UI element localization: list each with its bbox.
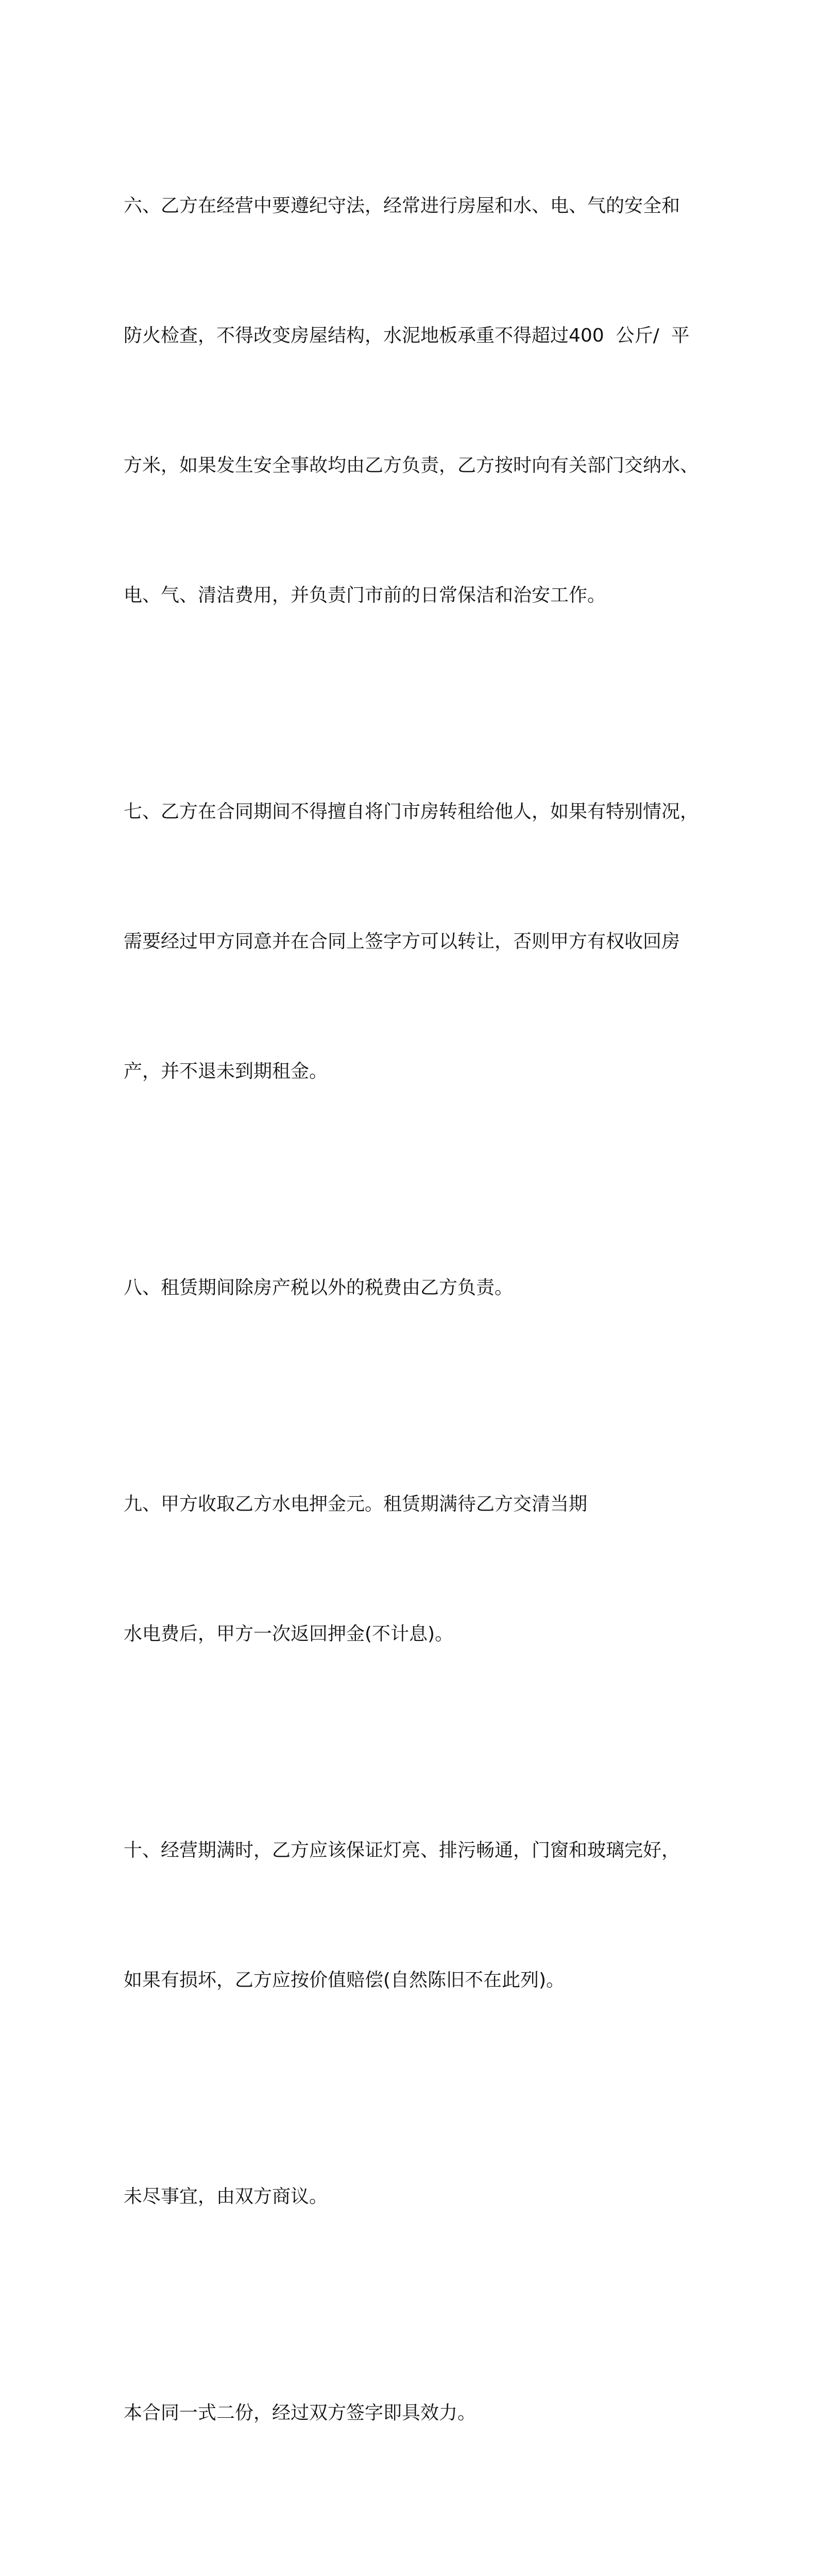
clause-8 bbox=[124, 1180, 701, 1396]
misc-note bbox=[124, 2089, 701, 2305]
text-line: 产，并不退未到期租金。 bbox=[124, 1061, 328, 1082]
text-line: 七、乙方在合同期间不得擅自将门市房转租给他人，如果有特别情况， bbox=[124, 801, 699, 822]
clause-7 bbox=[124, 704, 701, 1180]
text-line: 本合同一式二份，经过双方签字即具效力。 bbox=[124, 2402, 476, 2424]
text-line: 六、乙方在经营中要遵纪守法，经常进行房屋和水、电、气的安全和 bbox=[124, 195, 680, 216]
text-line: 九、甲方收取乙方水电押金元。租赁期满待乙方交清当期 bbox=[124, 1494, 588, 1515]
document-body bbox=[124, 98, 701, 2576]
text-line: 方米，如果发生安全事故均由乙方负责，乙方按时向有关部门交纳水、 bbox=[124, 455, 699, 476]
clause-9 bbox=[124, 1396, 701, 1742]
text-line: 需要经过甲方同意并在合同上签字方可以转让，否则甲方有权收回房 bbox=[124, 931, 680, 952]
text-line: 防火检查，不得改变房屋结构，水泥地板承重不得超过400 公斤/ 平 bbox=[124, 325, 690, 346]
text-line: 电、气、清洁费用，并负责门市前的日常保洁和治安工作。 bbox=[124, 585, 606, 606]
text-line: 十、经营期满时，乙方应该保证灯亮、排污畅通，门窗和玻璃完好， bbox=[124, 1840, 680, 1861]
text-line: 八、租赁期间除房产税以外的税费由乙方负责。 bbox=[124, 1277, 514, 1298]
clause-10 bbox=[124, 1742, 701, 2089]
text-line: 未尽事宜，由双方商议。 bbox=[124, 2186, 328, 2207]
clause-6 bbox=[124, 98, 701, 704]
effect-statement bbox=[124, 2305, 701, 2521]
appendix-label bbox=[124, 2521, 701, 2576]
text-line: 如果有损坏，乙方应按价值赔偿(自然陈旧不在此列)。 bbox=[124, 1970, 565, 1991]
text-line: 水电费后，甲方一次返回押金(不计息)。 bbox=[124, 1623, 454, 1645]
